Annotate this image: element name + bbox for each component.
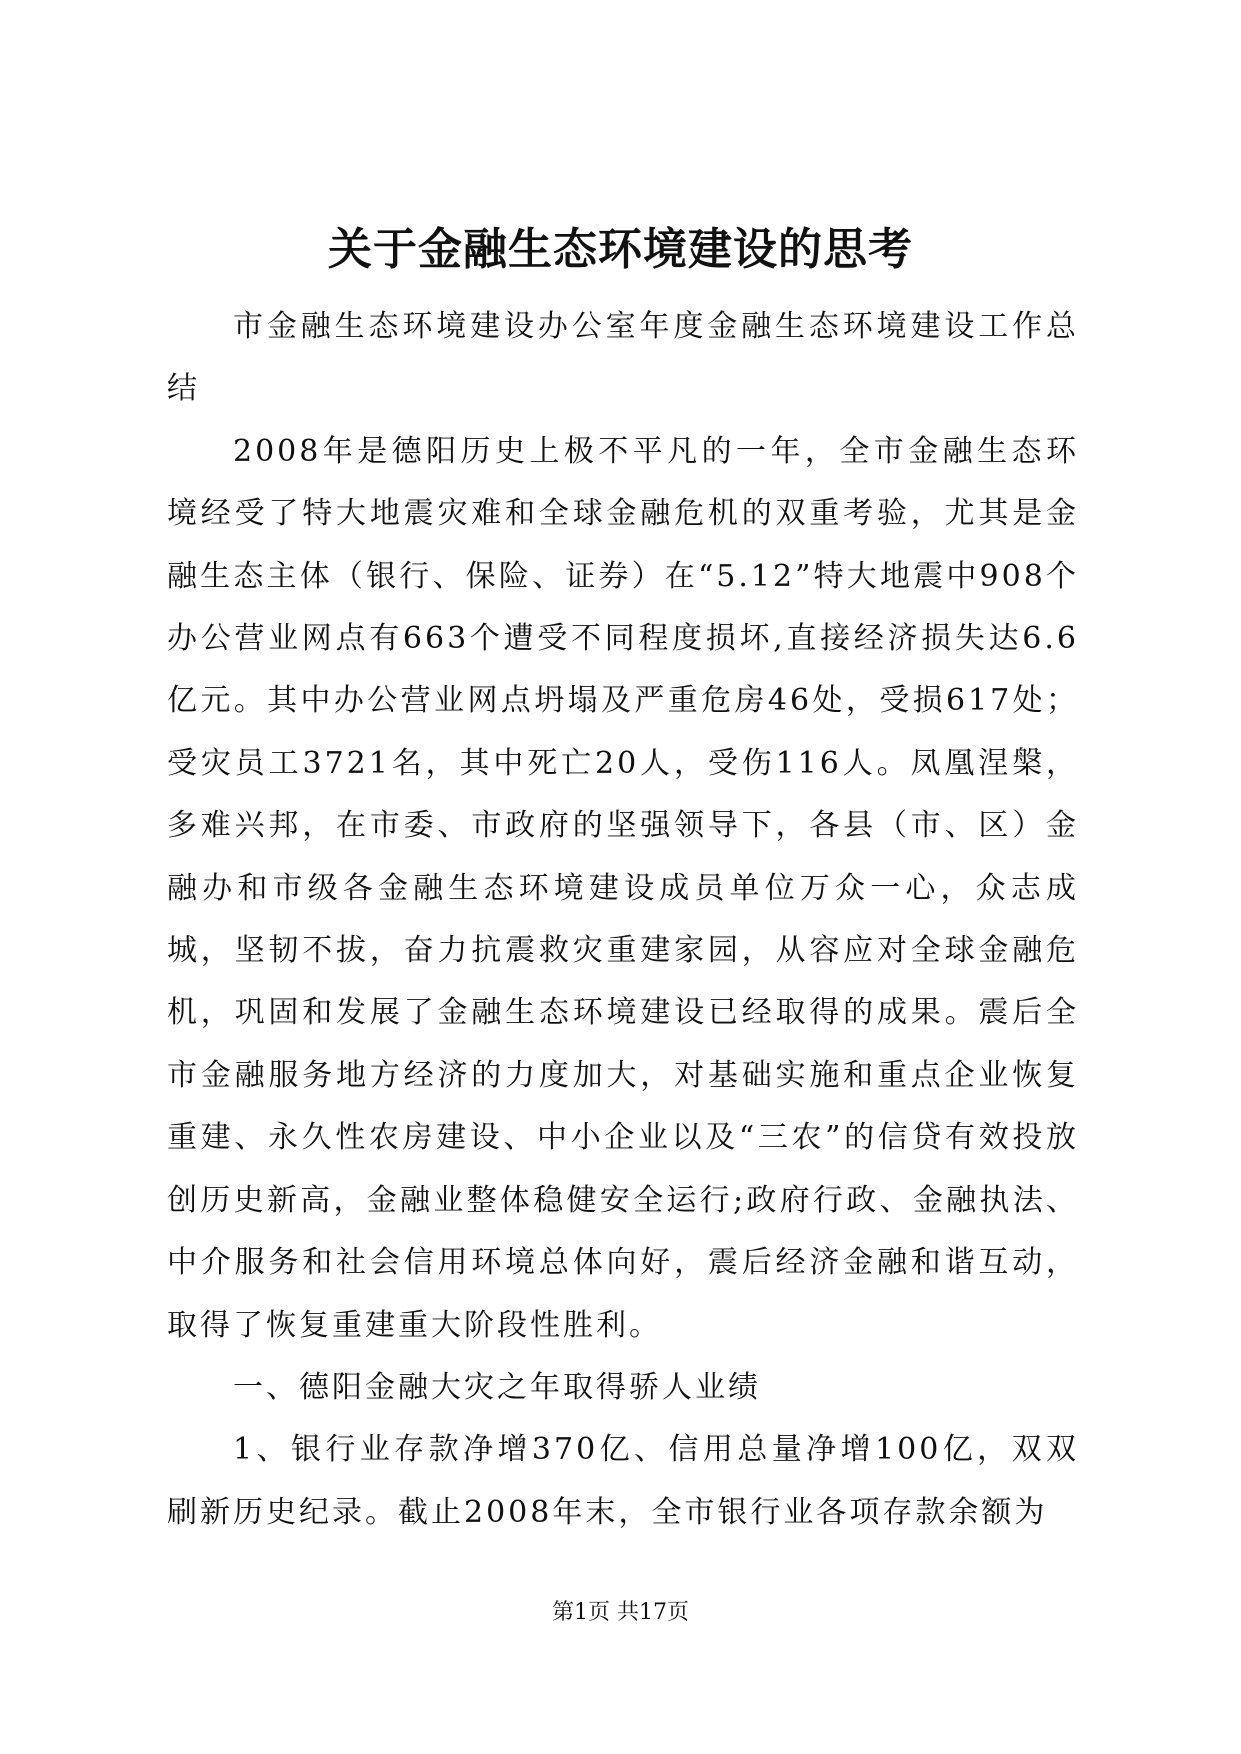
paragraph-item-1: 1、银行业存款净增370亿、信用总量净增100亿，双双刷新历史纪录。截止2008年末，全市银行业各项存款余额为 [167, 1432, 1079, 1530]
paragraph-intro: 2008年是德阳历史上极不平凡的一年，全市金融生态环境经受了特大地震灾难和全球金融危机的双重考验，尤其是金融生态主体（银行、保险、证券）在“5.12”特大地震中908个办公营业网点有663个遭受不同程度损坏,直接经济损失达6.6亿元。其中办公营业网点坍塌及严重危房46处，受损617处；受灾员工3721名，其中死亡20人，受伤116人。凤凰涅槃，多难兴邦，在市委、市政府的坚强领导下，各县（市、区）金融办和市级各金融生态环境建设成员单位万众一心，众志成城，坚韧不拔，奋力抗震救灾重建家园，从容应对全球金融危机，巩固和发展了金融生态环境建设已经取得的成果。震后全市金融服务地方经济的力度加大，对基础实施和重点企业恢复重建、永久性农房建设、中小企业以及“三农”的信贷有效投放创历史新高，金融业整体稳健安全运行;政府行政、金融执法、中介服务和社会信用环境总体向好，震后经济金融和谐互动，取得了恢复重建重大阶段性胜利。 [167, 433, 1079, 1343]
paragraph-subtitle: 市金融生态环境建设办公室年度金融生态环境建设工作总结 [167, 309, 1079, 407]
document-body [167, 296, 1079, 1544]
page-number-footer: 第1页 共17页 [552, 1600, 689, 1625]
document-title: 关于金融生态环境建设的思考 [328, 224, 913, 275]
section-heading: 一、德阳金融大灾之年取得骄人业绩 [233, 1369, 761, 1405]
